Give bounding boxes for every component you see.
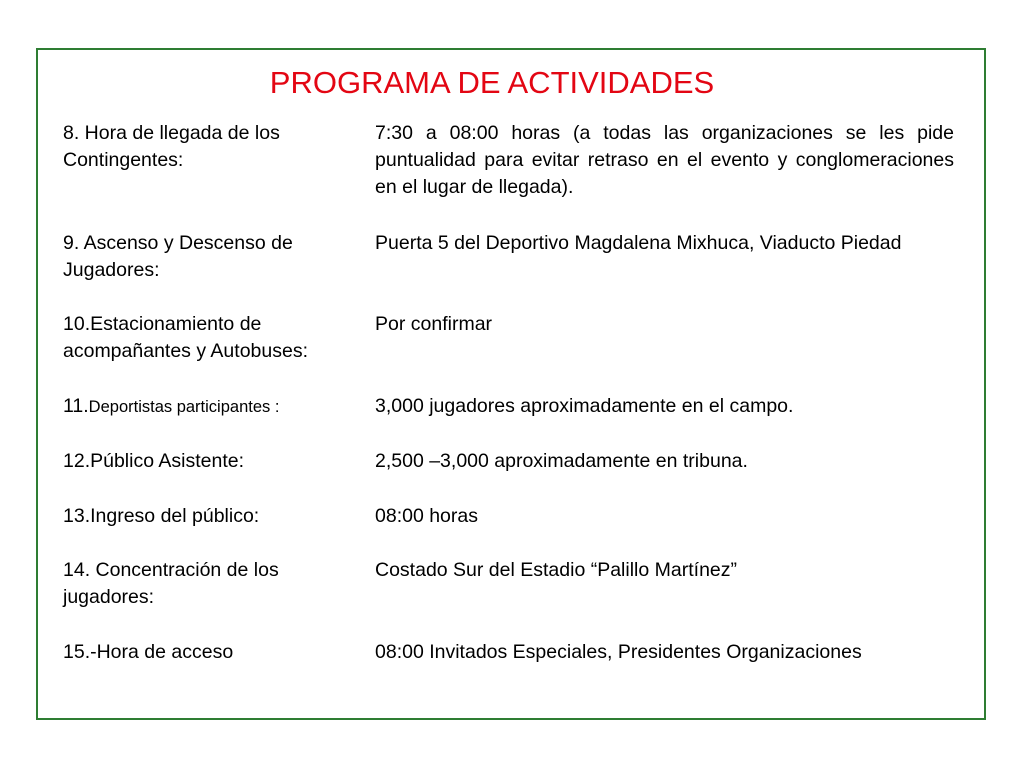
activity-label-text: Deportistas participantes : [88,398,280,416]
activity-label: 8. Hora de llegada de los Contingentes: [63,122,280,171]
activity-label [63,393,353,421]
activity-label: 13.Ingreso del público: [63,505,260,527]
activity-value: Costado Sur del Estadio “Palillo Martínez” [375,559,737,581]
activity-value: 2,500 –3,000 aproximadamente en tribuna. [375,450,748,472]
activity-value: 3,000 jugadores aproximadamente en el campo. [375,395,794,417]
activity-value: Puerta 5 del Deportivo Magdalena Mixhuca, Viaducto Piedad [375,232,902,254]
activity-label: 9. Ascenso y Descenso de Jugadores: [63,232,293,281]
page-title: PROGRAMA DE ACTIVIDADES [269,65,715,100]
activity-value: 08:00 horas [375,505,478,527]
activity-label-number: 11. [63,395,89,417]
activity-label: 15.-Hora de acceso [63,641,234,663]
activity-value: 7:30 a 08:00 horas (a todas las organizaciones se les pide puntualidad para evitar retraso en el evento y conglomeraciones en el lugar de llegada). [375,122,954,198]
activity-value: Por confirmar [375,313,493,335]
activity-label: 12.Público Asistente: [63,450,245,472]
activity-value: 08:00 Invitados Especiales, Presidentes Organizaciones [375,641,862,663]
activity-label: 14. Concentración de los jugadores: [63,559,279,608]
activity-label: 10.Estacionamiento de acompañantes y Autobuses: [63,313,308,362]
